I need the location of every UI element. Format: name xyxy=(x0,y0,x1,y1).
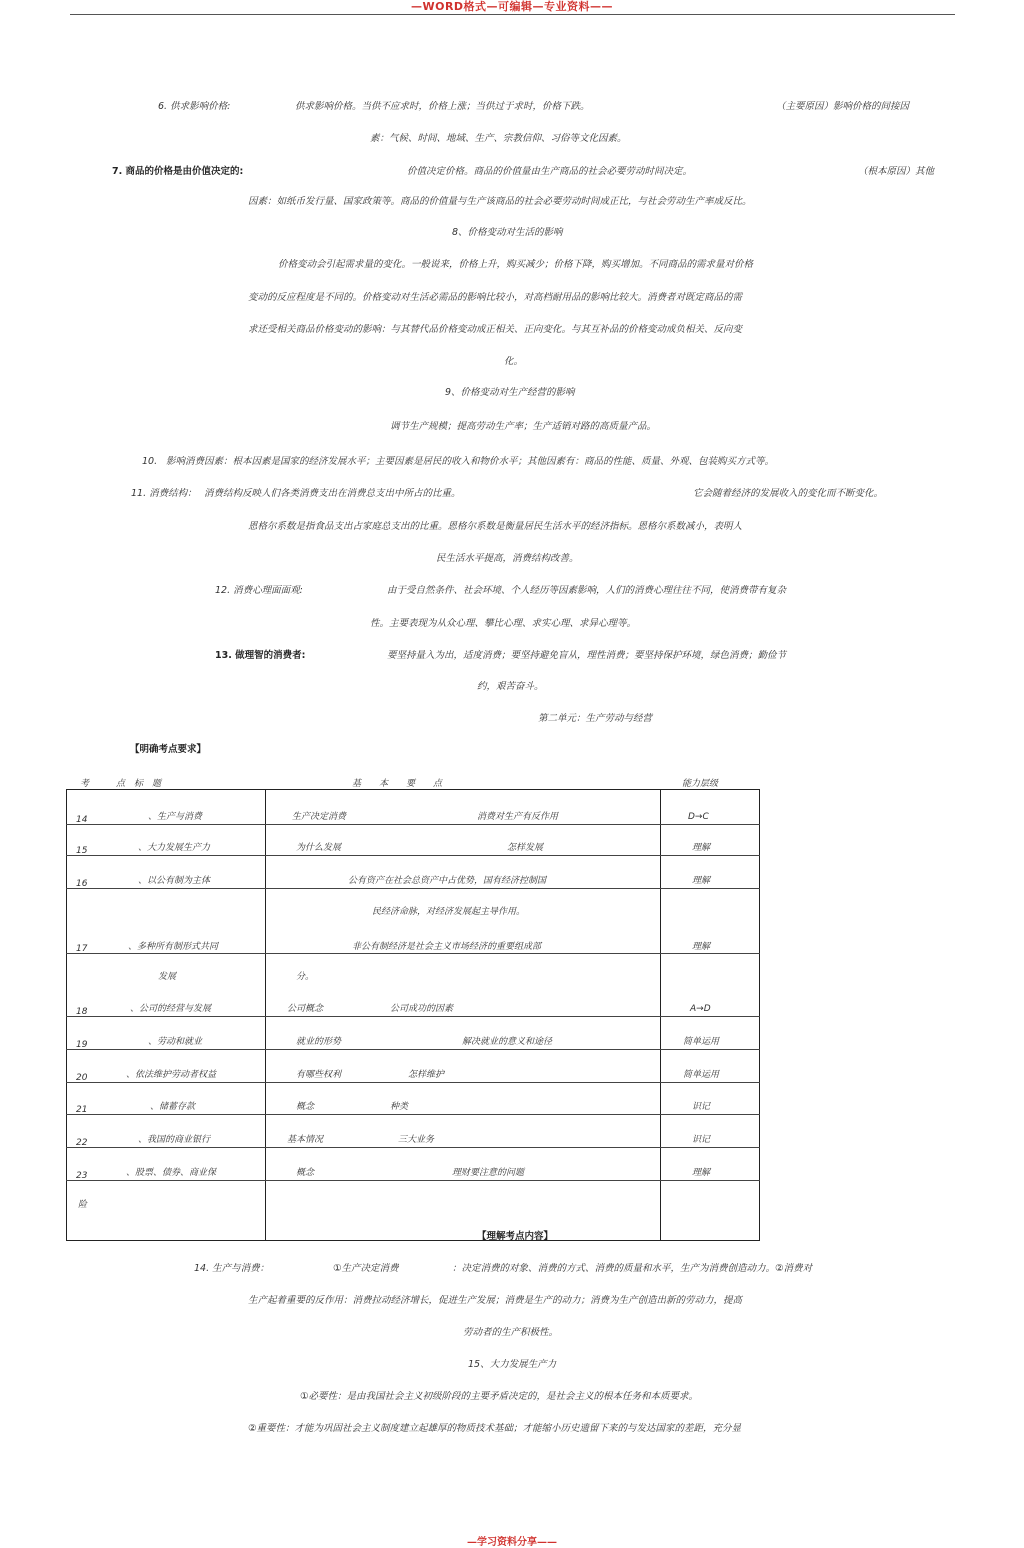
sec8-line2: 变动的反应程度是不同的。价格变动对生活必需品的影响比较小，对高档耐用品的影响比较大。消费者对既定商品的需 xyxy=(248,292,743,303)
table-row-16-p2: 民经济命脉，对经济发展起主导作用。 xyxy=(372,907,526,917)
table-row-22-p2: 三大业务 xyxy=(398,1135,435,1145)
table-header-col1: 考 点 标 题 xyxy=(80,779,162,789)
table-row-23-p1: 概念 xyxy=(296,1168,315,1178)
table-header-col3: 能力层级 xyxy=(682,779,719,789)
table-row-21-title: 、储蓄存款 xyxy=(150,1102,196,1112)
sec8-line4: 化。 xyxy=(504,356,524,367)
table-row-22-p1: 基本情况 xyxy=(287,1135,324,1145)
table-row-rule xyxy=(66,824,760,825)
table-row-rule xyxy=(66,1180,760,1181)
table-row-19-title: 、劳动和就业 xyxy=(148,1037,203,1047)
sec11-label: 11. 消费结构： xyxy=(131,488,197,499)
sec7-text3: 因素：如纸币发行量、国家政策等。商品的价值量与生产该商品的社会必要劳动时间成正比，与社会劳动生产率成反比。 xyxy=(248,196,752,207)
sec6-text2: （主要原因）影响价格的间接因 xyxy=(776,101,910,112)
sec14-text3: 生产起着重要的反作用：消费拉动经济增长，促进生产发展；消费是生产的动力；消费为生产创造出新的劳动力，提高 xyxy=(248,1295,743,1306)
page-header: —WORD格式—可编辑—专业资料—— xyxy=(410,0,614,13)
table-col-divider-1 xyxy=(265,789,266,1241)
table-row-16-level: 理解 xyxy=(692,876,711,886)
table-row-23-level: 理解 xyxy=(692,1168,711,1178)
table-row-17-num: 17 xyxy=(76,944,88,954)
sec7-text2: （根本原因）其他 xyxy=(858,166,935,177)
table-row-21-p2: 种类 xyxy=(390,1102,409,1112)
sec13-text1: 要坚持量入为出，适度消费；要坚持避免盲从，理性消费；要坚持保护环境，绿色消费；勤俭节 xyxy=(387,650,787,661)
sec9-title: 9、价格变动对生产经营的影响 xyxy=(445,387,575,398)
table-row-21-num: 21 xyxy=(76,1105,88,1115)
sec15-title: 15、大力发展生产力 xyxy=(468,1359,557,1370)
table-row-17-title2: 发展 xyxy=(158,972,177,982)
table-row-18-p2: 公司成功的因素 xyxy=(390,1004,454,1014)
table-col-divider-2 xyxy=(660,789,661,1241)
table-row-15-p2: 怎样发展 xyxy=(507,843,544,853)
table-row-22-level: 识记 xyxy=(692,1135,711,1145)
sec8-line1: 价格变动会引起需求量的变化。一般说来，价格上升，购买减少；价格下降，购买增加。不同商品的需求量对价格 xyxy=(278,259,754,270)
sec6-text1: 供求影响价格。当供不应求时，价格上涨；当供过于求时，价格下跌。 xyxy=(295,101,590,112)
table-row-14-level: D→C xyxy=(688,812,709,822)
understand-title: 【理解考点内容】 xyxy=(477,1231,554,1242)
table-row-23-title: 、股票、债券、商业保 xyxy=(126,1168,217,1178)
unit2-title: 第二单元：生产劳动与经营 xyxy=(538,713,653,724)
table-row-18-p1: 公司概念 xyxy=(287,1004,324,1014)
sec14-text1: ①生产决定消费 xyxy=(333,1263,399,1274)
page-footer: —学习资料分享—— xyxy=(467,1537,557,1548)
table-row-20-p1: 有哪些权利 xyxy=(296,1070,342,1080)
table-row-rule xyxy=(66,888,760,889)
table-row-15-p1: 为什么发展 xyxy=(296,843,342,853)
table-row-20-title: 、依法维护劳动者权益 xyxy=(126,1070,217,1080)
sec8-line3: 求还受相关商品价格变动的影响：与其替代品价格变动成正相关、正向变化。与其互补品的价格变动成负相关、反向变 xyxy=(248,324,743,335)
table-row-17-level: 理解 xyxy=(692,942,711,952)
table-row-17-title: 、多种所有制形式共同 xyxy=(128,942,219,952)
sec10-num: 10. xyxy=(142,456,158,467)
table-row-21-level: 识记 xyxy=(692,1102,711,1112)
sec7-label: 7. 商品的价格是由价值决定的: xyxy=(112,166,244,177)
table-header-col2: 基 本 要 点 xyxy=(352,779,443,789)
sec9-text: 调节生产规模；提高劳动生产率；生产适销对路的高质量产品。 xyxy=(390,421,657,432)
sec15-text2: ②重要性：才能为巩固社会主义制度建立起雄厚的物质技术基础；才能缩小历史遗留下来的与发达国家的差距，充分显 xyxy=(248,1423,742,1434)
table-row-21-p1: 概念 xyxy=(296,1102,315,1112)
sec13-text2: 约，艰苦奋斗。 xyxy=(477,681,544,692)
table-row-19-p1: 就业的形势 xyxy=(296,1037,342,1047)
table-row-19-level: 简单运用 xyxy=(683,1037,720,1047)
sec14-text2: ：决定消费的对象、消费的方式、消费的质量和水平，生产为消费创造动力。②消费对 xyxy=(452,1263,813,1274)
table-row-rule xyxy=(66,1082,760,1083)
sec12-label: 12. 消费心理面面观: xyxy=(215,585,303,596)
table-row-18-num: 18 xyxy=(76,1007,88,1017)
table-row-23-title2: 险 xyxy=(78,1200,88,1210)
table-row-14-p1: 生产决定消费 xyxy=(292,812,347,822)
table-row-20-num: 20 xyxy=(76,1073,88,1083)
table-row-17-p2: 分。 xyxy=(296,972,315,982)
table-row-17-p1: 非公有制经济是社会主义市场经济的重要组成部 xyxy=(352,942,542,952)
table-row-15-title: 、大力发展生产力 xyxy=(138,843,211,853)
sec12-text2: 性。主要表现为从众心理、攀比心理、求实心理、求异心理等。 xyxy=(370,618,637,629)
table-row-19-num: 19 xyxy=(76,1040,88,1050)
table-row-15-level: 理解 xyxy=(692,843,711,853)
table-row-22-num: 22 xyxy=(76,1138,88,1148)
sec11-text3: 恩格尔系数是指食品支出占家庭总支出的比重。恩格尔系数是衡量居民生活水平的经济指标。恩格尔系数减小，表明人 xyxy=(248,521,743,532)
table-row-rule xyxy=(66,855,760,856)
sec14-label: 14. 生产与消费： xyxy=(194,1263,270,1274)
table-row-rule xyxy=(66,1147,760,1148)
table-row-20-p2: 怎样维护 xyxy=(408,1070,445,1080)
table-row-rule xyxy=(66,1016,760,1017)
sec6-text3: 素：气候、时间、地域、生产、宗教信仰、习俗等文化因素。 xyxy=(370,133,627,144)
table-row-rule xyxy=(66,953,760,954)
table-row-14-p2: 消费对生产有反作用 xyxy=(477,812,559,822)
table-row-22-title: 、我国的商业银行 xyxy=(138,1135,211,1145)
table-row-16-p1: 公有资产在社会总资产中占优势，国有经济控制国 xyxy=(348,876,547,886)
table-row-rule xyxy=(66,1114,760,1115)
table-row-23-p2: 理财要注意的问题 xyxy=(452,1168,525,1178)
table-row-16-title: 、以公有制为主体 xyxy=(138,876,211,886)
table-row-19-p2: 解决就业的意义和途径 xyxy=(462,1037,553,1047)
sec7-text1: 价值决定价格。商品的价值量由生产商品的社会必要劳动时间决定。 xyxy=(407,166,693,177)
table-row-14-title: 、生产与消费 xyxy=(148,812,203,822)
sec13-label: 13. 做理智的消费者: xyxy=(215,650,306,661)
sec11-text4: 民生活水平提高，消费结构改善。 xyxy=(436,553,579,564)
table-row-15-num: 15 xyxy=(76,846,88,856)
table-row-14-num: 14 xyxy=(76,815,88,825)
sec11-text2: 它会随着经济的发展收入的变化而不断变化。 xyxy=(693,488,884,499)
table-row-rule xyxy=(66,1049,760,1050)
sec11-text1: 消费结构反映人们各类消费支出在消费总支出中所占的比重。 xyxy=(204,488,461,499)
sec14-text4: 劳动者的生产积极性。 xyxy=(463,1327,559,1338)
table-row-18-level: A→D xyxy=(690,1004,711,1014)
sec12-text1: 由于受自然条件、社会环境、个人经历等因素影响，人们的消费心理往往不同，使消费带有复杂 xyxy=(387,585,787,596)
sec6-label: 6. 供求影响价格: xyxy=(158,101,231,112)
table-row-18-title: 、公司的经营与发展 xyxy=(130,1004,212,1014)
sec15-text1: ①必要性：是由我国社会主义初级阶段的主要矛盾决定的，是社会主义的根本任务和本质要求。 xyxy=(300,1391,699,1402)
table-row-20-level: 简单运用 xyxy=(683,1070,720,1080)
table-row-16-num: 16 xyxy=(76,879,88,889)
sec8-title: 8、价格变动对生活的影响 xyxy=(452,227,563,238)
header-divider xyxy=(70,14,955,15)
requirements-title: 【明确考点要求】 xyxy=(130,744,207,755)
sec10-text: 影响消费因素：根本因素是国家的经济发展水平；主要因素是居民的收入和物价水平；其他因素有：商品的性能、质量、外观、包装购买方式等。 xyxy=(166,456,775,467)
table-row-23-num: 23 xyxy=(76,1171,88,1181)
